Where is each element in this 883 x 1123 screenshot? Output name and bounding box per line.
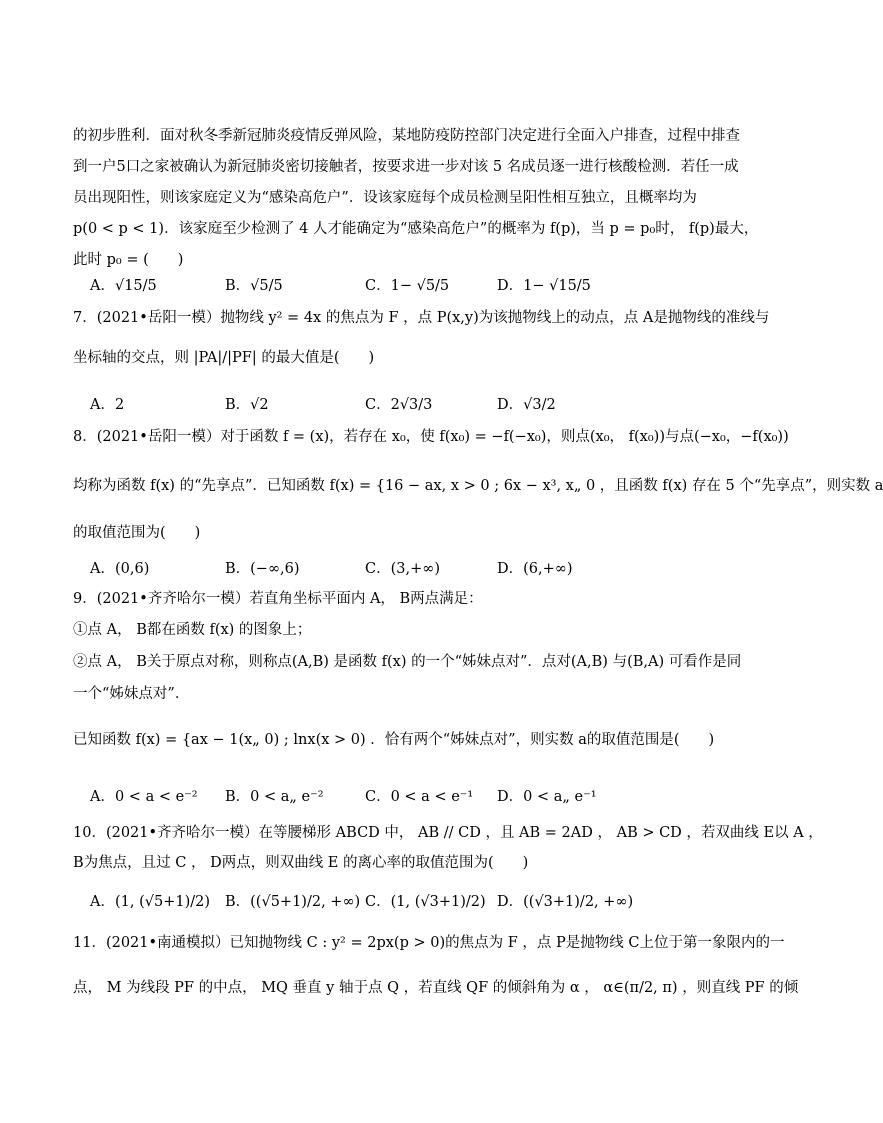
q10-options [90, 890, 730, 912]
q11-line-1: 11．(2021•南通模拟）已知抛物线 C : y² = 2px(p > 0)的焦点为 F ，点 P是抛物线 C上位于第一象限内的一 [73, 935, 785, 951]
q8-option-c: C．(3,+∞) [365, 561, 440, 577]
q8-options [90, 557, 730, 579]
q9-option-d: D．0 < a„ e⁻¹ [497, 789, 597, 805]
q7-line-1: 7．(2021•岳阳一模）抛物线 y² = 4x 的焦点为 F ，点 P(x,y)为该抛物线上的动点，点 A是抛物线的准线与 [73, 310, 770, 326]
q11-line-2: 点， M 为线段 PF 的中点， MQ 垂直 y 轴于点 Q ，若直线 QF 的倾斜角为 α ， α∈(π/2, π) ，则直线 PF 的倾 [73, 980, 799, 996]
q9-option-b: B．0 < a„ e⁻² [225, 789, 324, 805]
q10-option-a: A．(1, (√5+1)/2) [90, 894, 210, 910]
q9-option-c: C．0 < a < e⁻¹ [365, 789, 474, 805]
q7-line-2: 坐标轴的交点，则 |PA|/|PF| 的最大值是( ) [73, 350, 375, 366]
q9-line-5: 已知函数 f(x) = {ax − 1(x„ 0) ; lnx(x > 0) ．恰有两个“姊妹点对”，则实数 a的取值范围是( ) [73, 732, 715, 748]
q6-line-5: 此时 p₀ = ( ) [73, 252, 184, 268]
q6-line-3: 员出现阳性，则该家庭定义为“感染高危户”．设该家庭每个成员检测呈阳性相互独立，且概率均为 [73, 190, 697, 206]
q10-line-1: 10．(2021•齐齐哈尔一模）在等腰梯形 ABCD 中， AB // CD ，且 AB = 2AD ， AB > CD ，若双曲线 E以 A ， [73, 825, 823, 841]
q8-option-d: D．(6,+∞) [497, 561, 573, 577]
q9-line-3: ②点 A， B关于原点对称，则称点(A,B) 是函数 f(x) 的一个“姊妹点对”．点对(A,B) 与(B,A) 可看作是同 [73, 654, 742, 670]
q10-option-b: B．((√5+1)/2, +∞) [225, 894, 361, 910]
q8-option-b: B．(−∞,6) [225, 561, 300, 577]
q6-line-4: p(0 < p < 1)．该家庭至少检测了 4 人才能确定为“感染高危户”的概率为 f(p)，当 p = p₀时， f(p)最大， [73, 221, 759, 237]
q10-option-d: D．((√3+1)/2, +∞) [497, 894, 634, 910]
q7-option-a: A．2 [90, 397, 125, 413]
q6-option-b: B．√5/5 [225, 278, 283, 294]
q6-option-d: D．1− √15/5 [497, 278, 591, 294]
q7-option-b: B．√2 [225, 397, 269, 413]
q8-line-1: 8．(2021•岳阳一模）对于函数 f = (x)，若存在 x₀，使 f(x₀) = −f(−x₀)，则点(x₀， f(x₀))与点(−x₀，−f(x₀)) [73, 429, 789, 445]
q6-option-a: A．√15/5 [90, 278, 157, 294]
q6-line-1: 的初步胜利．面对秋冬季新冠肺炎疫情反弹风险，某地防疫防控部门决定进行全面入户排查，过程中排查 [73, 128, 740, 144]
q10-option-c: C．(1, (√3+1)/2) [365, 894, 486, 910]
q8-line-2: 均称为函数 f(x) 的“先享点”．已知函数 f(x) = {16 − ax, x > 0 ; 6x − x³, x„ 0 ，且函数 f(x) 存在 5 个“先享点”，则实数 a [73, 478, 883, 494]
q9-option-a: A．0 < a < e⁻² [90, 789, 198, 805]
q7-option-c: C．2√3/3 [365, 397, 433, 413]
q8-option-a: A．(0,6) [90, 561, 150, 577]
q7-options [90, 393, 730, 415]
q9-line-2: ①点 A， B都在函数 f(x) 的图象上； [73, 622, 312, 638]
q9-line-1: 9．(2021•齐齐哈尔一模）若直角坐标平面内 A， B两点满足： [73, 591, 483, 607]
q6-option-c: C．1− √5/5 [365, 278, 450, 294]
q9-options [90, 785, 730, 807]
q7-option-d: D．√3/2 [497, 397, 556, 413]
q10-line-2: B为焦点，且过 C ， D两点，则双曲线 E 的离心率的取值范围为( ) [73, 855, 529, 871]
q6-line-2: 到一户5口之家被确认为新冠肺炎密切接触者，按要求进一步对该 5 名成员逐一进行核酸检测．若任一成 [73, 159, 739, 175]
q6-options [90, 274, 730, 296]
q8-line-3: 的取值范围为( ) [73, 525, 201, 541]
q9-line-4: 一个“姊妹点对”． [73, 686, 190, 702]
